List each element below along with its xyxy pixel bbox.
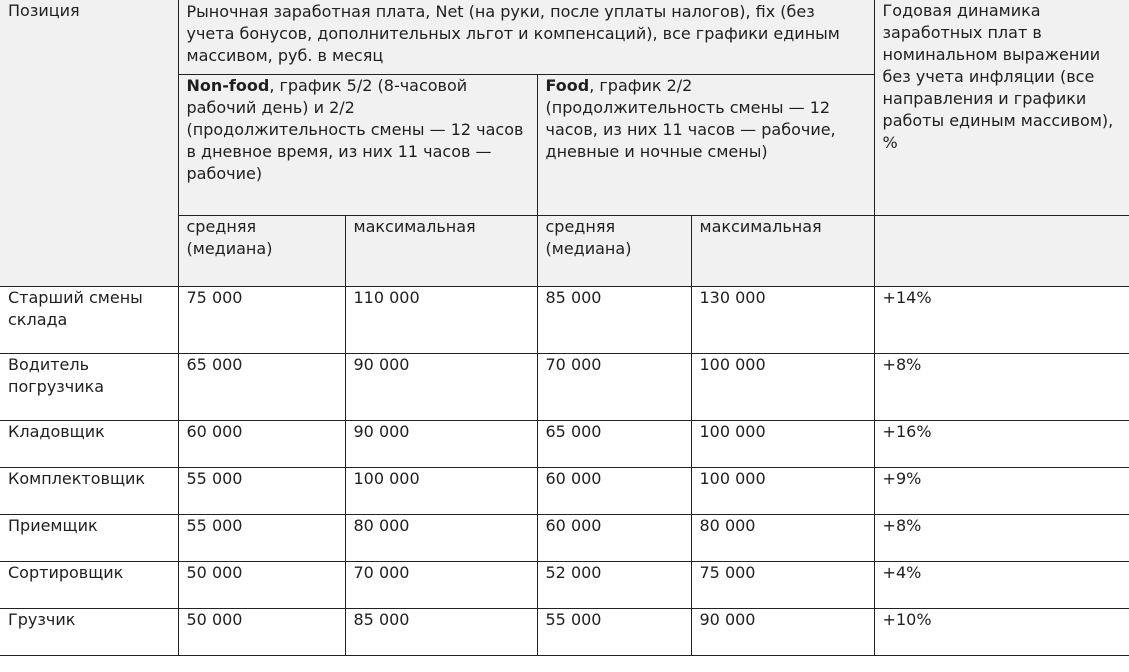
cell-nonfood-median: 75 000 (178, 287, 345, 354)
table-row (0, 421, 1129, 468)
header-row-1 (0, 0, 1129, 75)
cell-dynamics: +4% (874, 562, 1129, 609)
cell-nonfood-max: 85 000 (345, 609, 537, 656)
cell-position: Старший смены склада (0, 287, 178, 354)
cell-food-max: 100 000 (691, 421, 874, 468)
cell-nonfood-median: 55 000 (178, 468, 345, 515)
header-position: Позиция (0, 0, 178, 287)
header-food-rest: , график 2/2 (продолжительность смены — 12 часов, из них 11 часов — рабочие, дневные и ночные смены) (545, 76, 836, 161)
header-market-salary: Рыночная заработная плата, Net (на руки, после уплаты налогов), fix (без учета бонусов, дополнительных льгот и компенсаций), все графики единым массивом, руб. в месяц (178, 0, 874, 75)
header-dynamics-spacer (874, 216, 1129, 287)
cell-food-median: 85 000 (537, 287, 691, 354)
cell-position: Приемщик (0, 515, 178, 562)
cell-food-max: 80 000 (691, 515, 874, 562)
cell-food-median: 60 000 (537, 468, 691, 515)
cell-nonfood-median: 65 000 (178, 354, 345, 421)
cell-dynamics: +16% (874, 421, 1129, 468)
table-row (0, 609, 1129, 656)
cell-nonfood-max: 90 000 (345, 421, 537, 468)
cell-nonfood-max: 110 000 (345, 287, 537, 354)
cell-position: Грузчик (0, 609, 178, 656)
cell-position: Комплектовщик (0, 468, 178, 515)
cell-food-median: 52 000 (537, 562, 691, 609)
cell-dynamics: +8% (874, 515, 1129, 562)
cell-dynamics: +10% (874, 609, 1129, 656)
cell-dynamics: +14% (874, 287, 1129, 354)
cell-food-max: 100 000 (691, 468, 874, 515)
header-food-max: максимальная (691, 216, 874, 287)
cell-food-max: 90 000 (691, 609, 874, 656)
cell-nonfood-max: 100 000 (345, 468, 537, 515)
cell-nonfood-median: 55 000 (178, 515, 345, 562)
cell-position: Сортировщик (0, 562, 178, 609)
table-row (0, 562, 1129, 609)
cell-food-max: 130 000 (691, 287, 874, 354)
cell-food-median: 65 000 (537, 421, 691, 468)
cell-position: Водитель погрузчика (0, 354, 178, 421)
header-food-bold: Food (545, 76, 590, 95)
header-food-median: средняя (медиана) (537, 216, 691, 287)
header-nonfood (178, 75, 537, 216)
cell-nonfood-max: 80 000 (345, 515, 537, 562)
table-row (0, 354, 1129, 421)
cell-food-max: 100 000 (691, 354, 874, 421)
cell-food-median: 60 000 (537, 515, 691, 562)
table-row (0, 468, 1129, 515)
header-nonfood-median: средняя (медиана) (178, 216, 345, 287)
cell-nonfood-max: 70 000 (345, 562, 537, 609)
cell-dynamics: +8% (874, 354, 1129, 421)
cell-nonfood-median: 60 000 (178, 421, 345, 468)
header-annual-dynamics: Годовая динамика заработных плат в номинальном выражении без учета инфляции (все направления и графики работы единым массивом), % (874, 0, 1129, 216)
header-food (537, 75, 874, 216)
cell-food-median: 55 000 (537, 609, 691, 656)
cell-nonfood-median: 50 000 (178, 609, 345, 656)
table-row (0, 287, 1129, 354)
cell-food-median: 70 000 (537, 354, 691, 421)
cell-dynamics: +9% (874, 468, 1129, 515)
cell-food-max: 75 000 (691, 562, 874, 609)
header-nonfood-rest: , график 5/2 (8-часовой рабочий день) и 2/2 (продолжительность смены — 12 часов в дневное время, из них 11 часов — рабочие) (186, 76, 524, 183)
cell-nonfood-max: 90 000 (345, 354, 537, 421)
header-nonfood-bold: Non-food (186, 76, 270, 95)
header-nonfood-max: максимальная (345, 216, 537, 287)
cell-position: Кладовщик (0, 421, 178, 468)
table-row (0, 515, 1129, 562)
cell-nonfood-median: 50 000 (178, 562, 345, 609)
